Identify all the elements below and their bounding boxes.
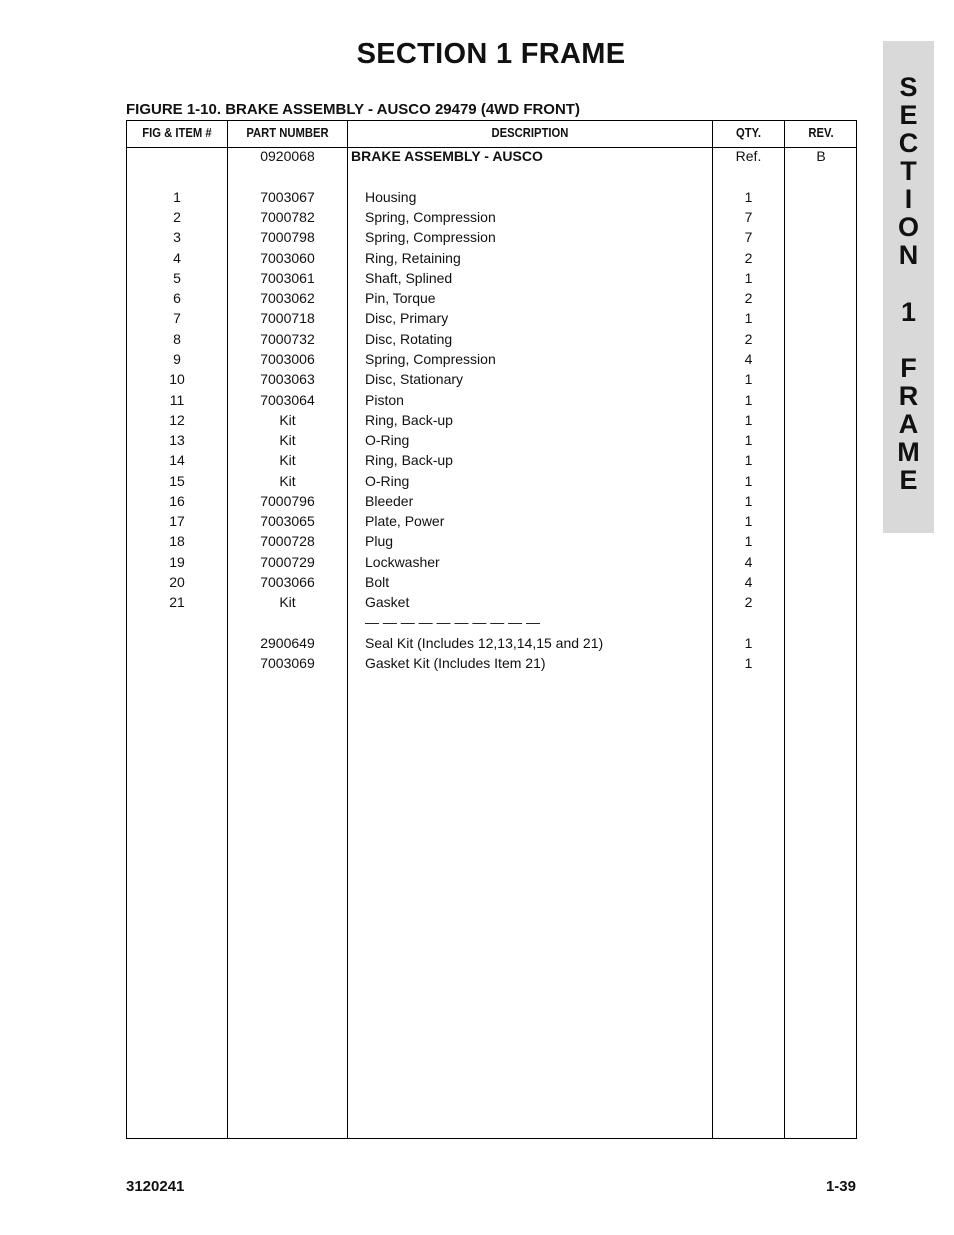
part-number: 7003006 xyxy=(260,351,315,367)
item-number: 21 xyxy=(169,594,185,610)
item-number: 17 xyxy=(169,513,185,529)
item-number: 8 xyxy=(173,331,181,347)
section-side-tab xyxy=(883,41,934,533)
quantity: 2 xyxy=(744,331,753,347)
side-tab-letter: O xyxy=(897,212,919,242)
quantity: 1 xyxy=(744,189,753,205)
description: Ring, Back-up xyxy=(365,452,453,468)
part-number: 7003064 xyxy=(260,392,315,408)
part-number: Kit xyxy=(279,412,296,428)
table-row xyxy=(127,227,856,247)
description: Pin, Torque xyxy=(365,290,436,306)
table-row xyxy=(127,633,856,653)
description: Bolt xyxy=(365,574,390,590)
quantity: 1 xyxy=(744,432,753,448)
item-number: 20 xyxy=(169,574,185,590)
table-row xyxy=(127,430,856,450)
side-tab-letter: E xyxy=(899,100,918,130)
item-number: 10 xyxy=(169,371,185,387)
description: Bleeder xyxy=(365,493,414,509)
quantity: 4 xyxy=(744,554,753,570)
description: — — — — — — — — — — xyxy=(365,614,541,630)
description: Plate, Power xyxy=(365,513,445,529)
item-number: 12 xyxy=(169,412,185,428)
side-tab-letter: E xyxy=(899,465,918,495)
side-tab-letter: S xyxy=(899,72,918,102)
quantity: 1 xyxy=(744,270,753,286)
part-number: 0920068 xyxy=(260,148,315,164)
quantity: 4 xyxy=(744,574,753,590)
part-number: Kit xyxy=(279,594,296,610)
table-row xyxy=(127,592,856,612)
table-row xyxy=(127,146,856,166)
side-tab-letter: A xyxy=(898,409,919,439)
part-number: Kit xyxy=(279,452,296,468)
table-row xyxy=(127,369,856,389)
quantity: 2 xyxy=(744,594,753,610)
quantity: 1 xyxy=(744,513,753,529)
description: Ring, Retaining xyxy=(365,250,461,266)
description: O-Ring xyxy=(365,432,410,448)
quantity: 1 xyxy=(744,392,753,408)
description: Plug xyxy=(365,533,394,549)
item-number: 14 xyxy=(169,452,185,468)
description: BRAKE ASSEMBLY - AUSCO xyxy=(351,148,543,164)
item-number: 2 xyxy=(173,209,181,225)
item-number: 9 xyxy=(173,351,181,367)
table-row xyxy=(127,410,856,430)
description: Spring, Compression xyxy=(365,351,496,367)
table-row xyxy=(127,471,856,491)
item-number: 13 xyxy=(169,432,185,448)
quantity: 7 xyxy=(744,229,753,245)
table-row xyxy=(127,207,856,227)
parts-table xyxy=(126,120,857,1139)
description: Spring, Compression xyxy=(365,229,496,245)
part-number: Kit xyxy=(279,473,296,489)
part-number: 7003062 xyxy=(260,290,315,306)
description: Lockwasher xyxy=(365,554,440,570)
part-number: Kit xyxy=(279,432,296,448)
part-number: 7000732 xyxy=(260,331,315,347)
item-number: 5 xyxy=(173,270,181,286)
part-number: 7003069 xyxy=(260,655,315,671)
table-row xyxy=(127,511,856,531)
figure-title: FIGURE 1-10. BRAKE ASSEMBLY - AUSCO 29479 (4WD FRONT) xyxy=(126,101,580,118)
item-number: 19 xyxy=(169,554,185,570)
item-number: 4 xyxy=(173,250,181,266)
description: Seal Kit (Includes 12,13,14,15 and 21) xyxy=(365,635,604,651)
quantity: 4 xyxy=(744,351,753,367)
description: Shaft, Splined xyxy=(365,270,453,286)
description: Disc, Primary xyxy=(365,310,449,326)
table-row xyxy=(127,653,856,673)
quantity: 1 xyxy=(744,371,753,387)
item-number: 3 xyxy=(173,229,181,245)
quantity: 2 xyxy=(744,290,753,306)
column-header-item: FIG & ITEM # xyxy=(142,126,212,140)
page-number: 1-39 xyxy=(825,1178,856,1195)
table-row xyxy=(127,248,856,268)
column-header-description: DESCRIPTION xyxy=(491,126,569,140)
quantity: 2 xyxy=(744,250,753,266)
part-number: 7000782 xyxy=(260,209,315,225)
column-header-rev: REV. xyxy=(808,126,834,140)
part-number: 7003067 xyxy=(260,189,315,205)
table-row xyxy=(127,531,856,551)
part-number: 7003060 xyxy=(260,250,315,266)
quantity: 1 xyxy=(744,533,753,549)
section-title: SECTION 1 FRAME xyxy=(356,38,626,70)
description: Spring, Compression xyxy=(365,209,496,225)
quantity: 1 xyxy=(744,493,753,509)
side-tab-letter: N xyxy=(898,240,919,270)
description: Gasket Kit (Includes Item 21) xyxy=(365,655,546,671)
table-row xyxy=(127,187,856,207)
table-row xyxy=(127,308,856,328)
description: O-Ring xyxy=(365,473,410,489)
quantity: 1 xyxy=(744,655,753,671)
part-number: 2900649 xyxy=(260,635,315,651)
table-row xyxy=(127,390,856,410)
quantity: 1 xyxy=(744,452,753,468)
part-number: 7003065 xyxy=(260,513,315,529)
description: Ring, Back-up xyxy=(365,412,453,428)
description: Piston xyxy=(365,392,404,408)
quantity: 1 xyxy=(744,412,753,428)
item-number: 16 xyxy=(169,493,185,509)
quantity: 7 xyxy=(744,209,753,225)
revision: B xyxy=(816,148,826,164)
item-number: 15 xyxy=(169,473,185,489)
quantity: 1 xyxy=(744,310,753,326)
item-number: 1 xyxy=(173,189,181,205)
quantity: 1 xyxy=(744,473,753,489)
item-number: 11 xyxy=(169,392,185,408)
part-number: 7000718 xyxy=(260,310,315,326)
item-number: 18 xyxy=(169,533,185,549)
table-row xyxy=(127,491,856,511)
side-tab-letter: M xyxy=(897,437,920,467)
quantity: Ref. xyxy=(735,148,762,164)
table-row xyxy=(127,288,856,308)
description: Housing xyxy=(365,189,417,205)
quantity: 1 xyxy=(744,635,753,651)
table-row xyxy=(127,450,856,470)
part-number: 7000798 xyxy=(260,229,315,245)
side-tab-letter: F xyxy=(900,353,917,383)
description: Disc, Rotating xyxy=(365,331,453,347)
document-number: 3120241 xyxy=(126,1178,185,1195)
item-number: 6 xyxy=(173,290,181,306)
part-number: 7000729 xyxy=(260,554,315,570)
part-number: 7003066 xyxy=(260,574,315,590)
part-number: 7000728 xyxy=(260,533,315,549)
side-tab-letter: T xyxy=(900,156,917,186)
item-number: 7 xyxy=(173,310,181,326)
table-row xyxy=(127,329,856,349)
description: Gasket xyxy=(365,594,410,610)
table-row xyxy=(127,612,856,632)
side-tab-letter: 1 xyxy=(900,297,917,327)
side-tab-letter: I xyxy=(904,184,913,214)
part-number: 7000796 xyxy=(260,493,315,509)
table-row xyxy=(127,552,856,572)
table-row xyxy=(127,572,856,592)
part-number: 7003063 xyxy=(260,371,315,387)
column-header-qty: QTY. xyxy=(735,126,762,140)
part-number: 7003061 xyxy=(260,270,315,286)
table-row xyxy=(127,349,856,369)
side-tab-letter: R xyxy=(898,381,919,411)
table-row xyxy=(127,268,856,288)
side-tab-letter: C xyxy=(898,128,919,158)
column-header-part-number: PART NUMBER xyxy=(246,126,329,140)
description: Disc, Stationary xyxy=(365,371,464,387)
